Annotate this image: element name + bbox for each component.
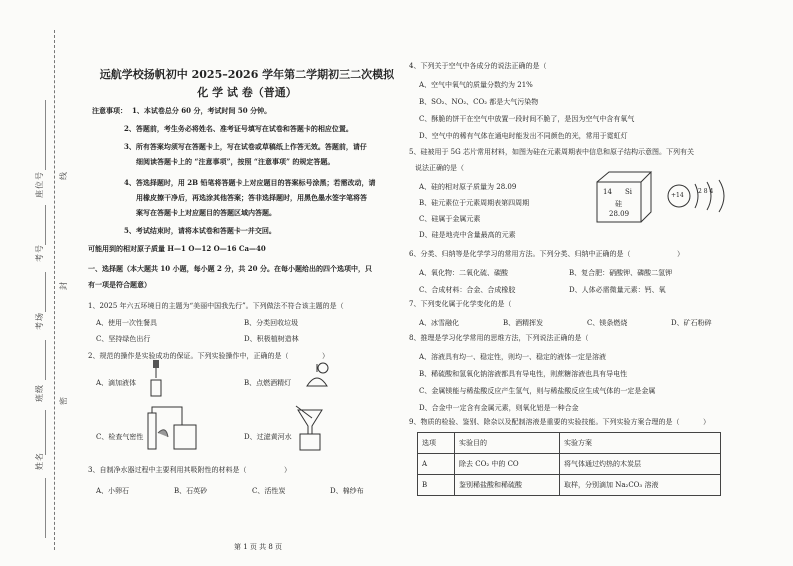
q9-paren: ） — [703, 418, 710, 426]
q3-option-a: A、小卵石 — [96, 487, 130, 495]
table-header-cell: 实验方案 — [560, 433, 721, 454]
q1-option-c: C、坚持绿色出行 — [96, 335, 151, 343]
q3-option-c: C、活性炭 — [252, 487, 286, 495]
q7-option-a: A、冰雪融化 — [419, 319, 460, 327]
binding-gutter — [0, 0, 78, 566]
q8-option-a: A、溶液具有均一、稳定性，则均一、稳定的液体一定是溶液 — [419, 353, 607, 361]
gutter-name-label: 姓名 — [35, 452, 44, 470]
gutter-exam-no-label: 考号 — [35, 244, 44, 262]
table-cell: 将气体通过灼热的木炭层 — [560, 454, 721, 475]
q3-option-d: D、棉纱布 — [330, 487, 364, 495]
q4-option-b: B、SO₂、NO₂、CO₂ 都是大气污染物 — [419, 98, 539, 106]
q2-option-b: B、点燃酒精灯 — [244, 379, 292, 387]
gutter-line — [45, 100, 46, 170]
gutter-line — [45, 272, 46, 312]
dropper-icon — [146, 358, 166, 398]
q1-stem: 1、2025 年六五环境日的主题为“美丽中国我先行”。下列做法不符合该主题的是（ — [88, 302, 344, 310]
page-footer: 第 1 页 共 8 页 — [234, 543, 283, 551]
table-row — [418, 454, 721, 475]
left-column — [84, 0, 402, 566]
atom-shells-label: 2 8 4 — [698, 188, 714, 195]
q5-option-a: A、硅的相对原子质量为 28.09 — [419, 183, 517, 191]
atom-nucleus-label: +14 — [671, 192, 684, 199]
q8-option-d: D、合金中一定含有金属元素，则氧化铝是一种合金 — [419, 404, 579, 412]
exam-subtitle: 化 学 试 卷（普通） — [197, 86, 297, 99]
gutter-class-label: 班级 — [35, 384, 44, 402]
q7-option-b: B、酒精挥发 — [503, 319, 544, 327]
note-5: 5、考试结束时，请将本试卷和答题卡一并交回。 — [124, 226, 276, 235]
gutter-seat-label: 座位号 — [35, 171, 44, 198]
q6-option-c: C、合成材料：合金、合成橡胶 — [419, 286, 516, 294]
gutter-line — [45, 478, 46, 538]
q6-option-a: A、氧化物：二氧化硫、碳酸 — [419, 269, 509, 277]
q7-option-d: D、矿石粉碎 — [671, 319, 712, 327]
gutter-exam-room-label: 考场 — [35, 312, 44, 330]
gutter-line — [45, 410, 46, 455]
q2-paren: ） — [322, 352, 329, 360]
table-cell: 除去 CO₂ 中的 CO — [455, 454, 560, 475]
q7-option-c: C、镁条燃烧 — [587, 319, 628, 327]
note-2: 2、答题前，考生务必将姓名、准考证号填写在试卷和答题卡的相应位置。 — [124, 124, 353, 133]
periodic-name: 硅 — [615, 200, 622, 208]
q8-stem: 8、推理是学习化学常用的思维方法，下列说法正确的是（ — [409, 334, 589, 342]
q7-stem: 7、下列变化属于化学变化的是（ — [409, 300, 512, 308]
q2-option-d: D、过滤黄河水 — [244, 433, 292, 441]
filter-funnel-icon — [292, 404, 328, 452]
q6-option-b: B、复合肥：硝酸钾、磷酸二氢钾 — [569, 269, 673, 277]
airtightness-apparatus-icon — [142, 405, 202, 453]
table-header-cell: 选项 — [418, 433, 455, 454]
table-header-cell: 实验目的 — [455, 433, 560, 454]
note-3a: 3、所有答案均须写在答题卡上，写在试卷或草稿纸上作答无效。答题前，请仔 — [124, 142, 367, 151]
seal-dashed-line — [54, 30, 55, 550]
q5-stem: 5、硅被用于 5G 芯片常用材料，如图为硅在元素周期表中信息和原子结构示意图。下列有关 — [409, 148, 694, 156]
gutter-line — [45, 205, 46, 245]
q3-paren: ） — [284, 466, 291, 474]
q5-option-b: B、硅元素位于元素周期表第四周期 — [419, 199, 530, 207]
q4-option-a: A、空气中氧气的质量分数约为 21% — [419, 81, 533, 89]
section-1-heading: 一、选择题（本大题共 10 小题，每小题 2 分，共 20 分。在每小题给出的四个选项中，只 — [88, 264, 372, 273]
note-1: 1、本试卷总分 60 分，考试时间 50 分钟。 — [132, 106, 272, 115]
atomic-mass-line: 可能用到的相对原子质量 H—1 O—12 O—16 Ca—40 — [88, 244, 266, 253]
q2-option-c: C、检查气密性 — [96, 433, 144, 441]
q4-stem: 4、下列关于空气中各成分的说法正确的是（ — [409, 62, 547, 70]
q1-option-a: A、使用一次性餐具 — [96, 319, 158, 327]
section-1-heading-cont: 有一项是符合题意） — [88, 280, 151, 289]
notes-label: 注意事项： — [92, 106, 127, 115]
q1-option-b: B、分类回收垃圾 — [244, 319, 299, 327]
q5-option-c: C、硅属于金属元素 — [419, 215, 481, 223]
q4-option-c: C、酥脆的饼干在空气中放置一段时间不脆了，是因为空气中含有氧气 — [419, 115, 635, 123]
q9-stem: 9、物质的检验、鉴别、除杂以及配制溶液是重要的实验技能。下列实验方案合理的是（ — [409, 418, 680, 426]
q3-option-b: B、石英砂 — [174, 487, 208, 495]
q1-option-d: D、积极植树造林 — [244, 335, 299, 343]
table-cell: A — [418, 454, 455, 475]
table-cell: B — [418, 475, 455, 496]
q4-option-d: D、空气中的稀有气体在通电时能发出不同颜色的光，常用于霓虹灯 — [419, 132, 628, 140]
table-cell: 鉴别稀盐酸和稀硫酸 — [455, 475, 560, 496]
q6-stem: 6、分类、归纳等是化学学习的常用方法。下列分类、归纳中正确的是（ — [409, 250, 631, 258]
exam-title: 远航学校扬帆初中 2025–2026 学年第二学期初三二次模拟 — [99, 68, 395, 81]
seal-mark: 封 — [59, 282, 68, 290]
q9-table — [417, 432, 721, 496]
q2-stem: 2、规范的操作是实验成功的保证。下列实验操作中，正确的是（ — [88, 352, 289, 360]
q6-paren: ） — [677, 250, 684, 258]
seal-mark: 密 — [59, 397, 68, 405]
note-4c: 案写在答题卡上对应题目的答题区域内答题。 — [136, 208, 276, 217]
gutter-line — [45, 340, 46, 380]
q6-option-d: D、人体必需微量元素：钙、氧 — [569, 286, 666, 294]
q3-stem: 3、自制净水器过程中主要利用其吸附性的材料是（ — [88, 466, 247, 474]
table-row — [418, 433, 721, 454]
alcohol-lamp-icon — [299, 360, 335, 390]
note-4a: 4、答选择题时，用 2B 铅笔将答题卡上对应题目的答案标号涂黑；若需改动，请 — [124, 178, 376, 187]
q5-stem-cont: 说法正确的是（ — [415, 164, 464, 172]
right-column — [403, 0, 791, 566]
note-4b: 用橡皮擦干净后，再选涂其他答案；答非选择题时，用黑色墨水签字笔将答 — [136, 193, 367, 202]
seal-mark: 线 — [59, 172, 68, 180]
periodic-symbol: Si — [625, 188, 633, 196]
periodic-atomic-number: 14 — [603, 188, 612, 196]
periodic-mass: 28.09 — [609, 210, 630, 218]
q8-option-c: C、金属镁能与稀盐酸反应产生氢气，则与稀盐酸反应生成气体的一定是金属 — [419, 387, 656, 395]
q8-option-b: B、稀硫酸和氢氧化钠溶液都具有导电性，则蔗糖溶液也具有导电性 — [419, 370, 628, 378]
q5-option-d: D、硅是地壳中含量最高的元素 — [419, 231, 516, 239]
table-cell: 取样，分别滴加 Na₂CO₃ 溶液 — [560, 475, 721, 496]
q2-option-a: A、滴加液体 — [96, 379, 137, 387]
note-3b: 细阅读答题卡上的 “注意事项”，按照 “注意事项” 的规定答题。 — [136, 157, 335, 166]
table-row — [418, 475, 721, 496]
